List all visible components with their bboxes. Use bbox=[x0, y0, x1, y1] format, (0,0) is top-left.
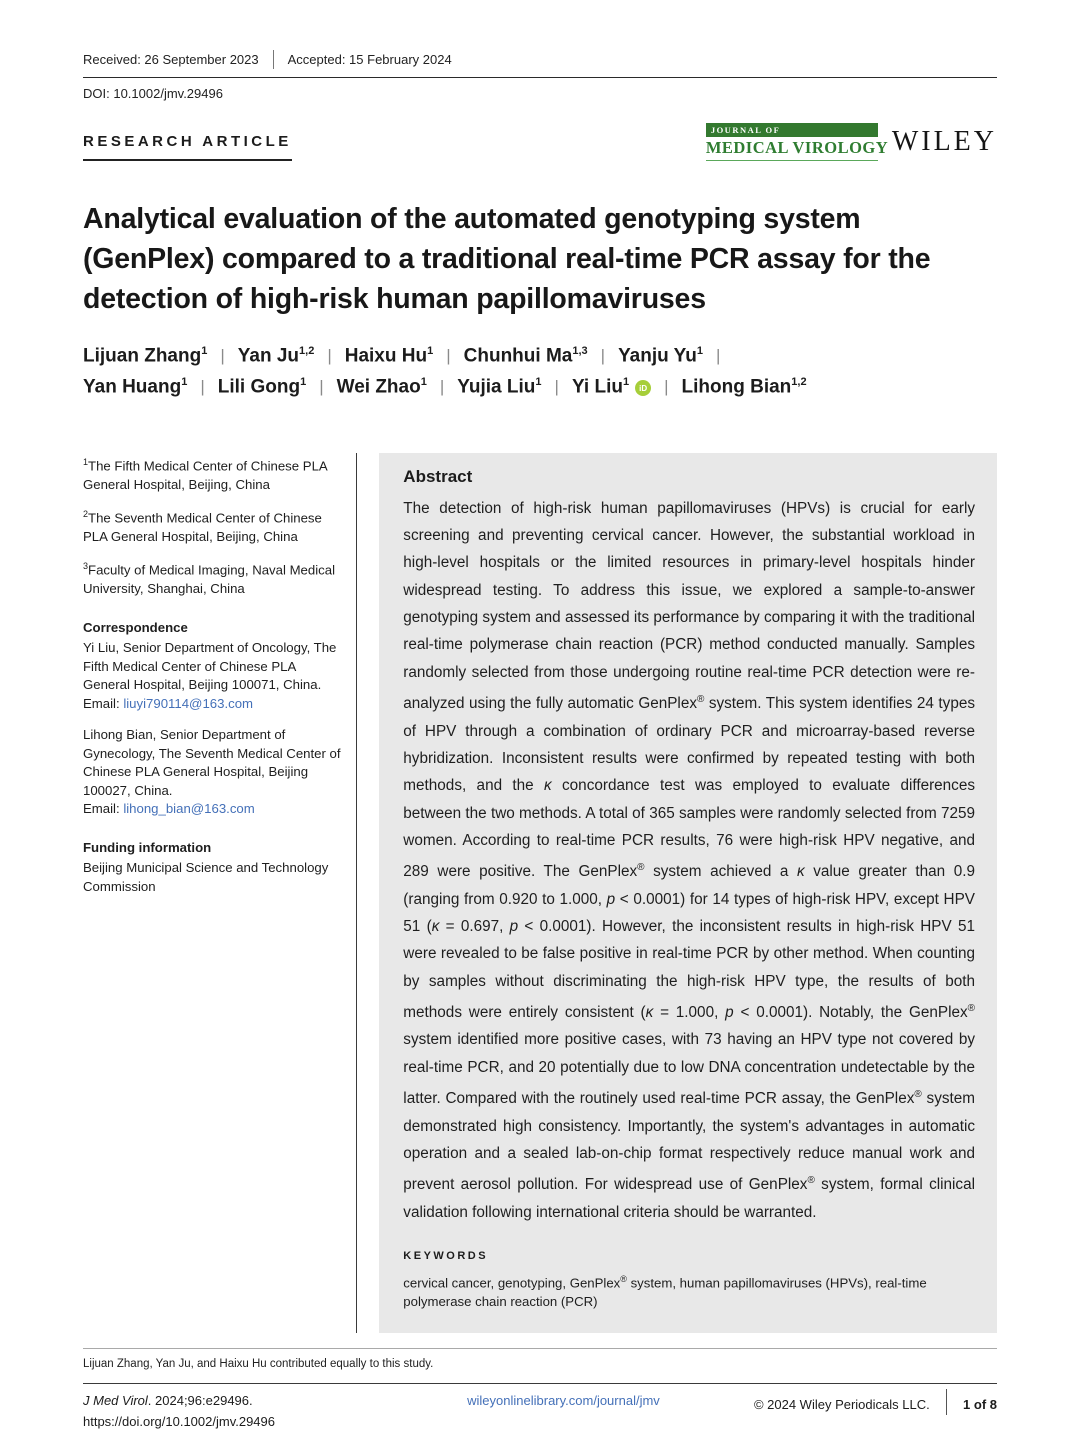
article-type-label: RESEARCH ARTICLE bbox=[83, 133, 292, 161]
author-affil-sup: 1 bbox=[696, 345, 704, 357]
author-link[interactable] bbox=[218, 376, 306, 398]
author-link[interactable] bbox=[238, 345, 315, 367]
author-link[interactable] bbox=[682, 376, 807, 398]
journal-logo-name: MEDICAL VIROLOGY bbox=[706, 137, 878, 161]
author-affil-sup: 1 bbox=[201, 345, 208, 357]
footer-divider bbox=[946, 1389, 947, 1415]
email-link[interactable]: lihong_bian@163.com bbox=[123, 801, 255, 817]
author-list bbox=[83, 345, 997, 399]
author-affil-sup: 1 bbox=[535, 376, 542, 389]
equal-contribution-footnote: Lijuan Zhang, Yan Ju, and Haixu Hu contributed equally to this study. bbox=[83, 1358, 434, 1371]
author-affil-sup: 1 bbox=[427, 345, 434, 357]
wiley-logo[interactable]: WILEY bbox=[891, 126, 997, 157]
author-separator: | bbox=[200, 377, 205, 397]
footer-citation-block bbox=[83, 1393, 373, 1429]
author-line-1 bbox=[83, 345, 997, 367]
author-name: Yan Ju bbox=[237, 345, 300, 367]
journal-logo[interactable] bbox=[705, 123, 889, 161]
email-label: Email: bbox=[83, 801, 124, 817]
affiliation-sup: 2 bbox=[83, 509, 89, 520]
journal-brand bbox=[706, 123, 997, 161]
email-label: Email: bbox=[83, 695, 124, 711]
correspondence-entry-1 bbox=[83, 639, 341, 713]
author-affil-sup: 1,3 bbox=[572, 345, 588, 357]
column-divider bbox=[356, 453, 357, 1334]
journal-logo-kicker: JOURNAL OF bbox=[706, 123, 878, 137]
footnote-rule bbox=[83, 1348, 997, 1349]
author-link[interactable] bbox=[337, 376, 427, 398]
affiliation-2 bbox=[83, 505, 341, 546]
author-link[interactable] bbox=[345, 345, 433, 367]
header-rule bbox=[83, 77, 997, 78]
author-name: Chunhui Ma bbox=[463, 345, 573, 367]
author-name: Wei Zhao bbox=[336, 376, 421, 398]
author-separator: | bbox=[716, 346, 721, 366]
footer-citation: J Med Virol. 2024;96:e29496. bbox=[83, 1393, 253, 1409]
affiliation-text: The Fifth Medical Center of Chinese PLA General Hospital, Beijing, China bbox=[83, 458, 327, 492]
author-separator: | bbox=[664, 377, 669, 397]
author-link[interactable] bbox=[464, 345, 588, 367]
funding-heading: Funding information bbox=[83, 839, 212, 855]
author-affil-sup: 1,2 bbox=[791, 376, 807, 389]
orcid-icon[interactable]: iD bbox=[635, 380, 651, 396]
author-link[interactable] bbox=[457, 376, 541, 398]
author-separator: | bbox=[439, 377, 445, 397]
keywords-text: cervical cancer, genotyping, GenPlex® system, human papillomaviruses (HPVs), real-time polymerase chain reaction (PCR) bbox=[403, 1274, 927, 1310]
correspondence-entry-2 bbox=[83, 726, 341, 819]
author-affil-sup: 1,2 bbox=[299, 345, 315, 357]
accepted-date: Accepted: 15 February 2024 bbox=[287, 52, 452, 67]
affiliation-sup: 3 bbox=[83, 561, 89, 572]
author-name: Yan Huang bbox=[83, 376, 182, 398]
author-name: Yi Liu bbox=[571, 376, 623, 398]
email-link[interactable]: liuyi790114@163.com bbox=[123, 695, 254, 711]
received-accepted-row bbox=[83, 50, 997, 69]
footer-journal-link[interactable]: wileyonlinelibrary.com/journal/jmv bbox=[467, 1393, 660, 1409]
author-line-2 bbox=[83, 376, 997, 398]
author-separator: | bbox=[554, 377, 559, 397]
author-name: Lili Gong bbox=[217, 376, 301, 398]
abstract-body: The detection of high-risk human papillomaviruses (HPVs) is crucial for early screening and preventing cervical cancer. However, the substantial workload in high-level hospitals or the limited resources in primary-level hospitals hinder widespread testing. To address this issue, we explored a sample-to-answer genotyping system and assessed its performance by comparing it with the traditional real-time polymerase chain reaction (PCR) method conducted manually. Samples randomly selected from those undergoing routine real-time PCR detection were re-analyzed using the fully automatic GenPlex® system. This system identifies 24 types of HPV through a combination of ordinary PCR and microarray-based reverse hybridization. Inconsistent results were confirmed by repeated testing with both methods, and the κ concordance test was employed to evaluate differences between the two methods. A total of 365 samples were randomly selected from 7259 women. According to real-time PCR results, 76 were high-risk HPV negative, and 289 were positive. The GenPlex® system achieved a κ value greater than 0.9 (ranging from 0.920 to 1.000, p < 0.0001) for 14 types of high-risk HPV, except HPV 51 (κ = 0.697, p < 0.0001). However, the inconsistent results in high-risk HPV 51 were revealed to be false positive in real-time PCR by other method. When counting by samples without discriminating the high-risk HPV type, the results of both methods were entirely consistent (κ = 1.000, p < 0.0001). Notably, the GenPlex® system identified more positive cases, with 73 having an HPV type not covered by real-time PCR, and 20 potentially due to low DNA concentration undetectable by the latter. Compared with the routinely used real-time PCR assay, the GenPlex® system demonstrated high consistency. Importantly, the system's advantages in automatic operation and a sealed lab-on-chip format respectively reduce manual work and prevent aerosol pollution. For widespread use of GenPlex® system, formal clinical validation following international criteria should be warranted. bbox=[403, 499, 976, 1221]
footer-copyright: © 2024 Wiley Periodicals LLC. bbox=[753, 1396, 930, 1412]
author-link[interactable] bbox=[618, 345, 703, 367]
footer bbox=[83, 1393, 997, 1429]
author-affil-sup: 1 bbox=[622, 376, 630, 389]
doi-line: DOI: 10.1002/jmv.29496 bbox=[83, 86, 223, 101]
abstract-heading: Abstract bbox=[403, 466, 473, 486]
affiliation-sup: 1 bbox=[83, 456, 89, 467]
author-link[interactable] bbox=[572, 376, 651, 398]
author-separator: | bbox=[319, 377, 324, 397]
affiliation-3 bbox=[83, 557, 341, 598]
author-affil-sup: 1 bbox=[300, 376, 307, 389]
author-link[interactable] bbox=[83, 376, 187, 398]
keywords-heading: KEYWORDS bbox=[403, 1250, 489, 1263]
author-separator: | bbox=[220, 346, 225, 366]
author-name: Haixu Hu bbox=[344, 345, 428, 367]
author-separator: | bbox=[600, 346, 606, 366]
correspondence-text: Lihong Bian, Senior Department of Gynecology, The Seventh Medical Center of Chinese PLA General Hospital, Beijing 100027, China. bbox=[83, 727, 341, 798]
page-title: Analytical evaluation of the automated genotyping system (GenPlex) compared to a traditional real-time PCR assay for the detection of high-risk human papillomaviruses bbox=[83, 203, 931, 315]
footer-right-block bbox=[754, 1393, 997, 1415]
author-name: Lijuan Zhang bbox=[83, 345, 202, 367]
author-affil-sup: 1 bbox=[420, 376, 427, 389]
author-separator: | bbox=[446, 346, 451, 366]
meta-divider bbox=[273, 50, 274, 69]
correspondence-text: Yi Liu, Senior Department of Oncology, The Fifth Medical Center of Chinese PLA General Hospital, Beijing 100071, China. bbox=[83, 640, 337, 693]
correspondence-heading: Correspondence bbox=[83, 619, 188, 635]
author-link[interactable] bbox=[83, 345, 207, 367]
affiliation-text: Faculty of Medical Imaging, Naval Medical University, Shanghai, China bbox=[83, 562, 336, 597]
abstract-section bbox=[379, 453, 997, 1334]
body-columns bbox=[83, 453, 997, 1334]
affiliation-text: The Seventh Medical Center of Chinese PLA General Hospital, Beijing, China bbox=[83, 510, 322, 544]
author-name: Yanju Yu bbox=[618, 345, 697, 367]
author-name: Yujia Liu bbox=[457, 376, 536, 398]
footer-page-number: 1 of 8 bbox=[963, 1396, 997, 1412]
sidebar bbox=[83, 453, 341, 1334]
footer-doi-link[interactable]: https://doi.org/10.1002/jmv.29496 bbox=[83, 1414, 275, 1429]
received-date: Received: 26 September 2023 bbox=[83, 52, 259, 67]
author-affil-sup: 1 bbox=[181, 376, 188, 389]
footer-journal-link-wrap bbox=[373, 1393, 754, 1408]
footer-rule bbox=[83, 1383, 997, 1384]
funding-text: Beijing Municipal Science and Technology Commission bbox=[83, 860, 329, 894]
type-brand-row bbox=[83, 123, 997, 161]
author-name: Lihong Bian bbox=[681, 376, 792, 398]
affiliation-1 bbox=[83, 453, 341, 494]
author-separator: | bbox=[327, 346, 332, 366]
